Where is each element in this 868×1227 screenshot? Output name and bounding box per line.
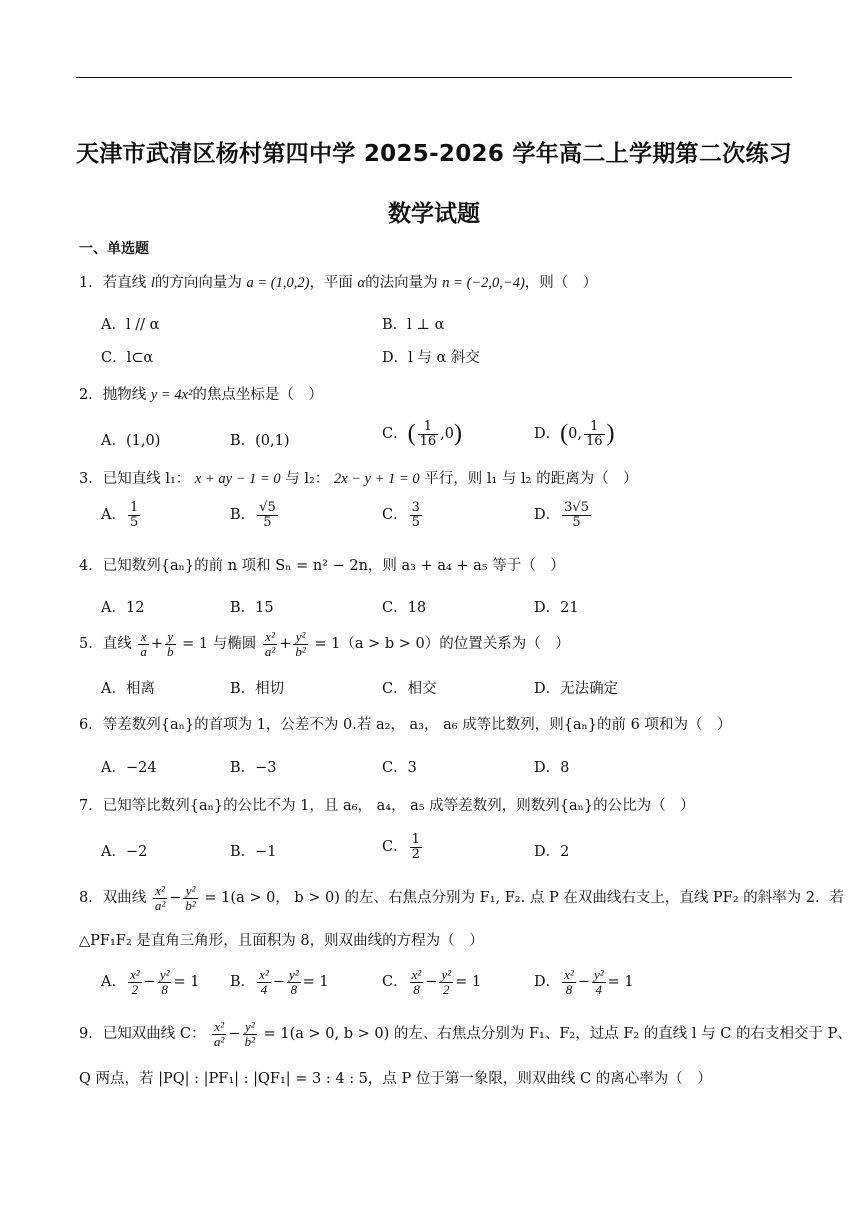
q8-option-a: A． $\frac{\text{x²}}{2}$ − $\frac{\text{y²}}{8}$ = 1: [101, 967, 200, 997]
question-8: 8．双曲线 $\frac{\text{x²}}{\text{a²}}$ − $\frac{\text{y²}}{\text{b²}}$ = 1(a > 0， b > 0) 的左、右焦点分别为 F₁, F₂. 点 P 在双曲线右支上，直线 PF₂ 的斜率为 2．若: [79, 883, 844, 913]
q4-option-a: A．12: [101, 600, 145, 616]
q4-option-b: B．15: [230, 600, 274, 616]
q6-option-c: C．3: [382, 760, 417, 776]
q2-option-a: A．(1,0): [101, 433, 161, 449]
q7-option-a: A．−2: [101, 844, 148, 860]
q8-option-c: C． $\frac{\text{x²}}{8}$ − $\frac{\text{y²}}{2}$ = 1: [382, 967, 482, 997]
q3-option-a: A． $\frac{1}{5}$: [101, 500, 139, 530]
header-rule: [76, 77, 792, 78]
q1-option-a: A．l // α: [101, 317, 160, 333]
q5-option-b: B．相切: [230, 681, 285, 697]
q4-option-d: D．21: [534, 600, 579, 616]
q2-option-d: D．(0, $\frac{1}{16}$ ): [534, 419, 615, 449]
q7-option-d: D．2: [534, 844, 570, 860]
q5-option-d: D．无法确定: [534, 681, 619, 697]
question-6: 6．等差数列{aₙ}的首项为 1，公差不为 0.若 a₂， a₃， a₆ 成等比数列，则{aₙ}的前 6 项和为（ ）: [79, 717, 732, 733]
q7-option-c: C． $\frac{1}{2}$: [382, 832, 420, 862]
q6-option-b: B．−3: [230, 760, 277, 776]
q1-option-d: D．l 与 α 斜交: [382, 350, 480, 366]
q1-option-b: B．l ⊥ α: [382, 317, 445, 333]
question-3: 3．已知直线 l₁： x + ay − 1 = 0 与 l₂： 2x − y + 1 = 0 平行，则 l₁ 与 l₂ 的距离为（ ）: [79, 471, 638, 487]
question-9-line-2: Q 两点，若 |PQ| : |PF₁| : |QF₁| = 3 : 4 : 5，点 P 位于第一象限，则双曲线 C 的离心率为（ ）: [79, 1071, 712, 1087]
q8-option-b: B． $\frac{\text{x²}}{4}$ − $\frac{\text{y²}}{8}$ = 1: [230, 967, 329, 997]
section-heading: 一、单选题: [79, 241, 149, 257]
q3-option-c: C． $\frac{3}{5}$: [382, 500, 420, 530]
q8-option-d: D． $\frac{\text{x²}}{8}$ − $\frac{\text{y²}}{4}$ = 1: [534, 967, 634, 997]
q3-option-d: D． $\frac{3√5}{5}$: [534, 500, 589, 530]
question-2: 2．抛物线 y = 4x²的焦点坐标是（ ）: [79, 387, 323, 403]
q2-option-b: B．(0,1): [230, 433, 290, 449]
q6-option-a: A．−24: [101, 760, 157, 776]
question-9: 9．已知双曲线 C： $\frac{\text{x²}}{\text{a²}}$ − $\frac{\text{y²}}{\text{b²}}$ = 1(a > 0, b > 0) 的左、右焦点分别为 F₁、F₂，过点 F₂ 的直线 l 与 C 的右支相交于 P、: [79, 1019, 852, 1049]
q4-option-c: C．18: [382, 600, 427, 616]
q5-option-c: C．相交: [382, 681, 437, 697]
page-title: 天津市武清区杨村第四中学 2025-2026 学年高二上学期第二次练习: [75, 141, 793, 167]
question-1: 1．若直线 l的方向向量为 a = (1,0,2)，平面 α的法向量为 n = (−2,0,−4)，则（ ）: [79, 275, 598, 291]
q5-option-a: A．相离: [101, 681, 155, 697]
page-subtitle: 数学试题: [388, 201, 480, 227]
q1-option-c: C．l⊂α: [101, 350, 154, 366]
q3-option-b: B． $\frac{√5}{5}$: [230, 500, 276, 530]
question-7: 7．已知等比数列{aₙ}的公比不为 1，且 a₆， a₄， a₅ 成等差数列，则数列{aₙ}的公比为（ ）: [79, 798, 695, 814]
question-5: 5．直线 $\frac{x}{a}$ + $\frac{y}{b}$ = 1 与椭圆 $\frac{\text{x²}}{\text{a²}}$ + $\frac{\text{y²}}{\text{b²}}$ = 1（a > b > 0）的位置关系为（ ）: [79, 629, 570, 659]
question-4: 4．已知数列{aₙ}的前 n 项和 Sₙ = n² − 2n，则 a₃ + a₄ + a₅ 等于（ ）: [79, 558, 565, 574]
q7-option-b: B．−1: [230, 844, 277, 860]
q2-option-c: C．( $\frac{1}{16}$ ,0): [382, 419, 462, 449]
question-8-line-2: △PF₁F₂ 是直角三角形，且面积为 8，则双曲线的方程为（ ）: [79, 933, 484, 949]
q6-option-d: D．8: [534, 760, 570, 776]
